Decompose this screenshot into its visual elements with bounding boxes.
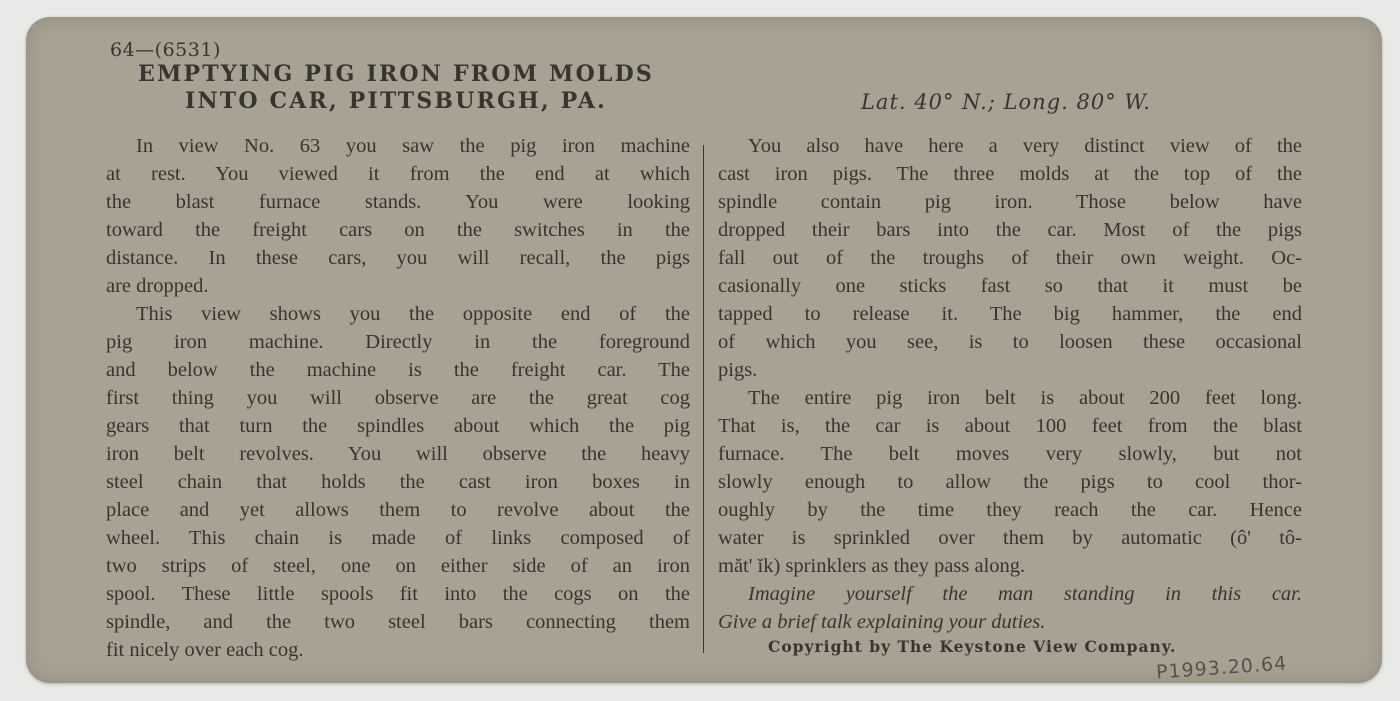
column-divider [703,145,704,653]
text-line: first thing you will observe are the great cog [106,387,690,409]
stereograph-card-back [26,17,1382,683]
coordinates: Lat. 40° N.; Long. 80° W. [860,90,1151,114]
text-line: spindle contain pig iron. Those below have [718,191,1302,213]
text-line: casionally one sticks fast so that it must be [718,275,1302,297]
text-line: cast iron pigs. The three molds at the top of the [718,163,1302,185]
text-line: distance. In these cars, you will recall, the pigs [106,247,690,269]
text-line: and below the machine is the freight car. The [106,359,690,381]
text-line: toward the freight cars on the switches in the [106,219,690,241]
text-line: spool. These little spools fit into the cogs on the [106,583,690,605]
title-line: INTO CAR, PITTSBURGH, PA. [184,88,608,114]
text-line: In view No. 63 you saw the pig iron machine [136,135,690,157]
text-line: The entire pig iron belt is about 200 feet long. [748,387,1302,409]
card-title [96,61,696,115]
text-line: fall out of the troughs of their own weight. Oc- [718,247,1302,269]
text-line: oughly by the time they reach the car. Hence [718,499,1302,521]
text-line: tapped to release it. The big hammer, the end [718,303,1302,325]
text-line: wheel. This chain is made of links composed of [106,527,690,549]
text-line: iron belt revolves. You will observe the heavy [106,443,690,465]
text-line: You also have here a very distinct view of the [748,135,1302,157]
italic-prompt-line: Imagine yourself the man standing in this car. [748,583,1302,605]
text-line: of which you see, is to loosen these occasional [718,331,1302,353]
text-line: steel chain that holds the cast iron boxes in [106,471,690,493]
right-text-column [718,132,1302,636]
text-line: dropped their bars into the car. Most of the pigs [718,219,1302,241]
text-line: This view shows you the opposite end of the [136,303,690,325]
text-line: two strips of steel, one on either side of an iron [106,555,690,577]
text-line: slowly enough to allow the pigs to cool thor- [718,471,1302,493]
accession-number: P1993.20.64 [1155,652,1288,684]
text-line: gears that turn the spindles about which the pig [106,415,690,437]
copyright-notice: Copyright by The Keystone View Company. [768,637,1177,656]
text-line: măt' ĭk) sprinklers as they pass along. [718,555,1026,577]
text-line: place and yet allows them to revolve about the [106,499,690,521]
text-line: are dropped. [106,275,209,297]
left-text-column [106,132,690,664]
text-line: spindle, and the two steel bars connecting them [106,611,690,633]
title-line: EMPTYING PIG IRON FROM MOLDS [137,61,654,87]
text-line: water is sprinkled over them by automatic (ô' tô- [718,527,1302,549]
text-line: furnace. The belt moves very slowly, but not [718,443,1302,465]
text-line: pigs. [718,359,758,381]
text-line: pig iron machine. Directly in the foreground [106,331,690,353]
italic-prompt-line: Give a brief talk explaining your duties. [718,611,1046,633]
text-line: the blast furnace stands. You were looking [106,191,690,213]
text-line: fit nicely over each cog. [106,639,304,661]
catalog-number: 64—(6531) [110,39,221,61]
text-line: at rest. You viewed it from the end at which [106,163,690,185]
text-line: That is, the car is about 100 feet from the blast [718,415,1302,437]
